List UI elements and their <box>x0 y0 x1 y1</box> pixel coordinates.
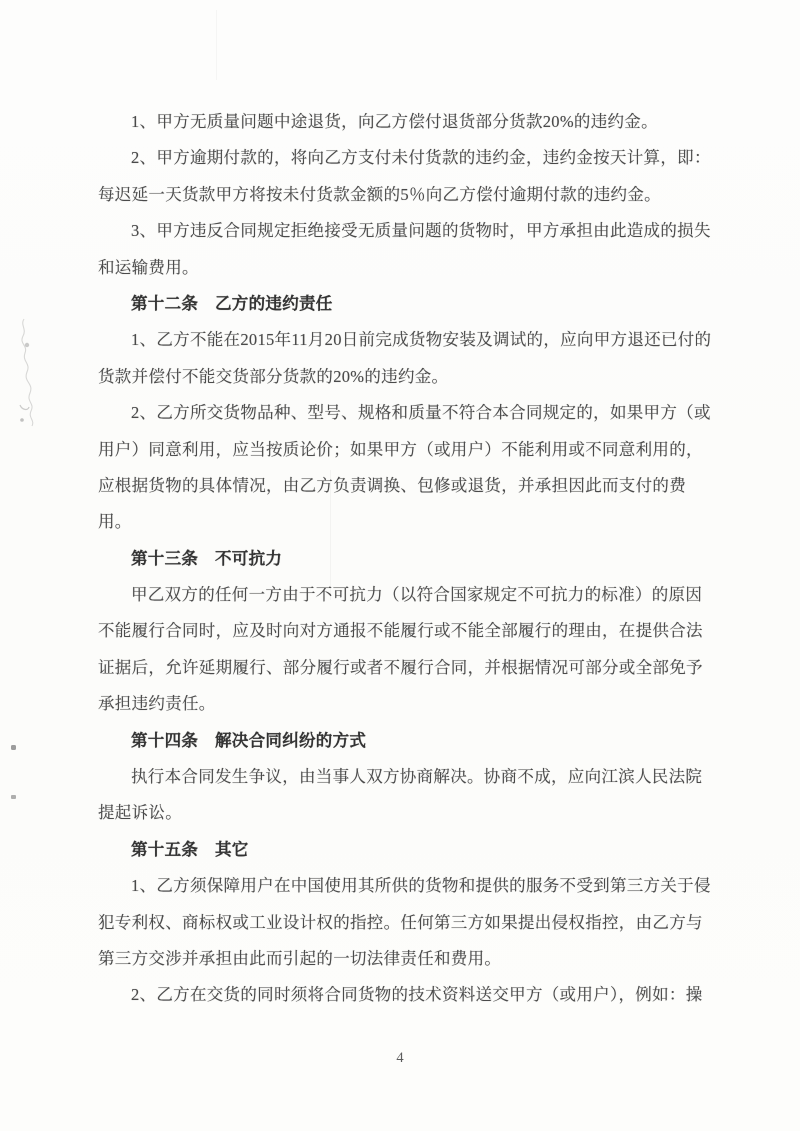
text-line: 犯专利权、商标权或工业设计权的指控。任何第三方如果提出侵权指控，由乙方与 <box>98 912 703 932</box>
page-number: 4 <box>396 1050 404 1066</box>
text-line: 不能履行合同时，应及时向对方通报不能履行或不能全部履行的理由，在提供合法 <box>98 621 703 641</box>
text-line: 1、乙方不能在2015年11月20日前完成货物安装及调试的，应向甲方退还已付的 <box>131 330 712 350</box>
section-heading-article-15: 第十五条 其它 <box>131 839 249 859</box>
text-line: 1、乙方须保障用户在中国使用其所供的货物和提供的服务不受到第三方关于侵 <box>131 876 711 896</box>
text-line: 和运输费用。 <box>98 257 199 277</box>
text-line: 用。 <box>98 512 132 532</box>
text-line: 2、甲方逾期付款的，将向乙方支付未付货款的违约金，违约金按天计算，即： <box>131 148 711 168</box>
text-line: 承担违约责任。 <box>98 694 216 714</box>
text-line: 执行本合同发生争议，由当事人双方协商解决。协商不成，应向江滨人民法院 <box>131 767 703 787</box>
text-line: 第三方交涉并承担由此而引起的一切法律责任和费用。 <box>98 948 502 968</box>
text-line: 甲乙双方的任何一方由于不可抗力（以符合国家规定不可抗力的标准）的原因 <box>131 585 703 605</box>
scan-speck <box>11 795 16 799</box>
text-line: 提起诉讼。 <box>98 803 182 823</box>
contract-text-block <box>98 104 714 1014</box>
section-heading-article-12: 第十二条 乙方的违约责任 <box>131 293 333 313</box>
text-line: 2、乙方在交货的同时须将合同货物的技术资料送交甲方（或用户），例如：操 <box>131 985 703 1005</box>
text-line: 应根据货物的具体情况，由乙方负责调换、包修或退货，并承担因此而支付的费 <box>98 475 686 495</box>
scan-streak <box>216 10 217 80</box>
text-line: 1、甲方无质量问题中途退货，向乙方偿付退货部分货款20%的违约金。 <box>131 112 658 131</box>
text-line: 用户）同意利用，应当按质论价；如果甲方（或用户）不能利用或不同意利用的， <box>98 439 703 459</box>
text-line: 证据后，允许延期履行、部分履行或者不履行合同，并根据情况可部分或全部免予 <box>98 657 703 677</box>
section-heading-article-13: 第十三条 不可抗力 <box>131 548 283 568</box>
scan-speck <box>11 745 16 750</box>
scan-squiggle-artifact <box>8 315 42 435</box>
text-line: 2、乙方所交货物品种、型号、规格和质量不符合本合同规定的，如果甲方（或 <box>131 403 711 423</box>
text-line: 3、甲方违反合同规定拒绝接受无质量问题的货物时，甲方承担由此造成的损失 <box>131 221 711 241</box>
text-line: 每迟延一天货款甲方将按未付货款金额的5％向乙方偿付逾期付款的违约金。 <box>98 184 661 204</box>
section-heading-article-14: 第十四条 解决合同纠纷的方式 <box>131 730 367 750</box>
text-line: 货款并偿付不能交货部分货款的20%的违约金。 <box>98 366 449 386</box>
